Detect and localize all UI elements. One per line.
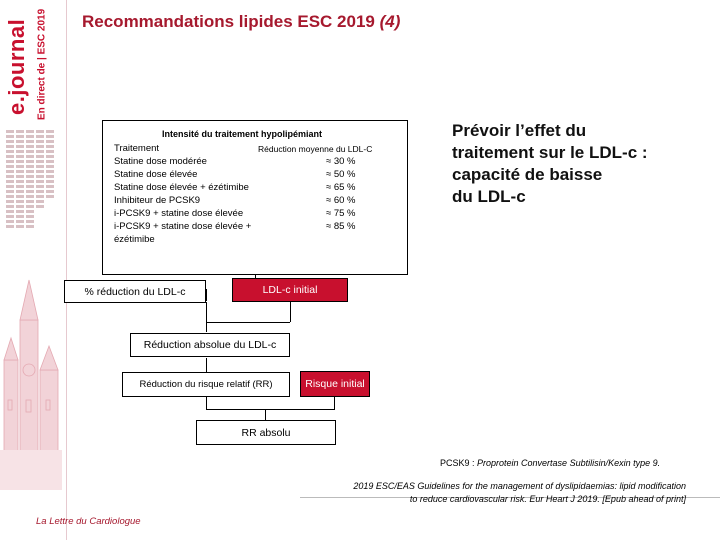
reference-line: to reduce cardiovascular risk. Eur Heart J 2019. [Epub ahead of print]: [409, 494, 686, 504]
page-title: Recommandations lipides ESC 2019 (4): [82, 12, 401, 31]
table-row-treatment: i-PCSK9 + statine dose élevée +: [114, 221, 252, 232]
ldl-initial-node: LDL-c initial: [232, 278, 348, 302]
connector-line: [290, 302, 291, 322]
sidebar-fine-print-1: [6, 130, 14, 230]
connector-line: [206, 302, 207, 322]
absolute-reduction-node: Réduction absolue du LDL-c: [130, 333, 290, 357]
table-row-reduction: ≈ 75 %: [326, 208, 356, 219]
brand-logo: e.journal: [4, 18, 29, 116]
connector-line: [206, 358, 207, 372]
table-col1-header: Traitement: [114, 143, 160, 154]
connector-line: [265, 409, 266, 420]
table-title: Intensité du traitement hypolipémiant: [162, 129, 323, 139]
reference-line: 2019 ESC/EAS Guidelines for the management of dyslipidaemias: lipid modification: [353, 481, 686, 491]
side-note-line: capacité de baisse: [452, 165, 603, 184]
sidebar-fine-print-2: [16, 130, 24, 230]
connector-line: [206, 397, 207, 409]
sidebar-fine-print-5: [46, 130, 54, 200]
absolute-rr-node: RR absolu: [196, 420, 336, 445]
table-row-treatment: i-PCSK9 + statine dose élevée: [114, 208, 244, 219]
relative-risk-node: Réduction du risque relatif (RR): [122, 372, 290, 397]
table-row-treatment: Inhibiteur de PCSK9: [114, 195, 201, 206]
table-row-reduction: ≈ 30 %: [326, 156, 356, 167]
table-row-treatment: Statine dose élevée: [114, 169, 198, 180]
table-row-treatment: Statine dose modérée: [114, 156, 207, 167]
connector-line: [206, 409, 334, 410]
side-note: [452, 120, 648, 208]
table-row-reduction: ≈ 65 %: [326, 182, 356, 193]
sidebar-fine-print-4: [36, 130, 44, 210]
table-row-reduction: ≈ 60 %: [326, 195, 356, 206]
side-note-line: Prévoir l’effet du: [452, 121, 587, 140]
initial-risk-node: Risque initial: [300, 371, 370, 397]
connector-line: [206, 289, 207, 301]
live-label: En direct de | ESC 2019: [36, 8, 48, 120]
sidebar-fine-print-3: [26, 130, 34, 230]
connector-line: [206, 322, 290, 323]
reference-citation: [300, 480, 686, 506]
title-suffix: (4): [379, 12, 401, 31]
table-row-treatment: Statine dose élevée + ézétimibe: [114, 182, 249, 193]
publisher-name: La Lettre du Cardiologue: [36, 516, 141, 527]
connector-line: [334, 397, 335, 410]
table-row-treatment: ézétimibe: [114, 234, 155, 245]
table-row-reduction: ≈ 85 %: [326, 221, 356, 232]
side-note-line: traitement sur le LDL-c :: [452, 143, 648, 162]
abbreviation-footnote: PCSK9 : Proprotein Convertase Subtilisin/Kexin type 9.: [440, 458, 661, 468]
connector-line: [206, 322, 207, 332]
side-note-line: du LDL-c: [452, 187, 526, 206]
city-illustration-icon: [0, 250, 62, 490]
footnote-definition: Proprotein Convertase Subtilisin/Kexin type 9.: [477, 458, 661, 468]
table-col2-header: Réduction moyenne du LDL-C: [258, 144, 373, 154]
sidebar-divider: [66, 0, 67, 540]
pct-reduction-node: % réduction du LDL-c: [64, 280, 206, 303]
table-row-reduction: ≈ 50 %: [326, 169, 356, 180]
